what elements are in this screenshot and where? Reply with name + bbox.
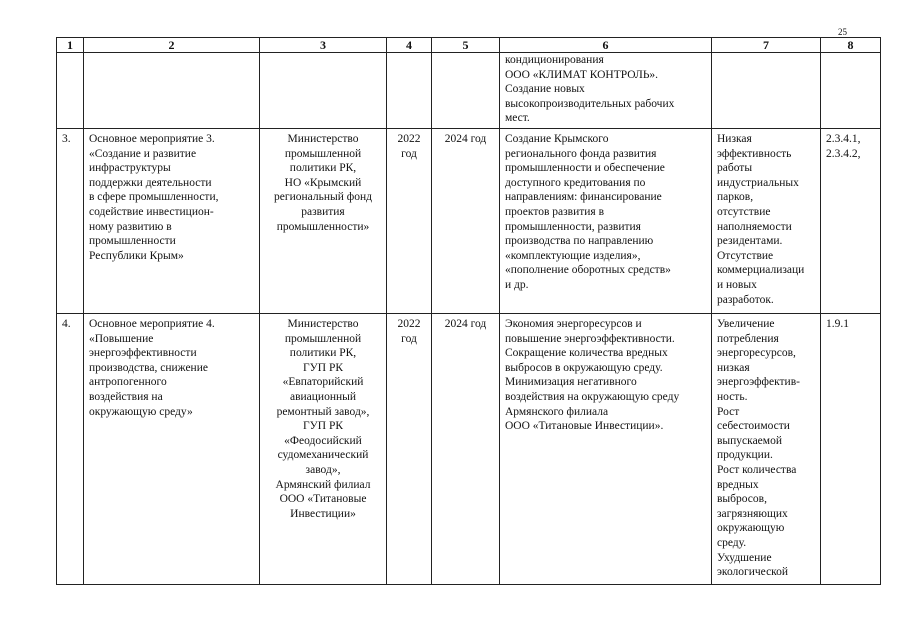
measure-name [84,53,260,129]
table-row-continuation [57,53,881,129]
row-number [57,53,84,129]
measure-name: Основное мероприятие 4. «Повышение энергоэффективности производства, снижение антропогенного воздействия на окружающую среду» [84,314,260,585]
expected-result: Экономия энергоресурсов и повышение энергоэффективности. Сокращение количества вредных выбросов в окружающую среду. Минимизация негативного воздействия на окружающую среду Армянского филиала ООО «Титановые Инвестиции». [500,314,712,585]
row-number: 4. [57,314,84,585]
end-year: 2024 год [432,314,500,585]
header-col-7: 7 [712,38,821,53]
header-row [57,38,881,53]
row-number: 3. [57,129,84,314]
program-table [56,37,881,585]
measure-name: Основное мероприятие 3. «Создание и развитие инфраструктуры поддержки деятельности в сфере промышленности, содействие инвестицион- ному развитию в промышленности Республики Крым» [84,129,260,314]
indicators [821,53,881,129]
page-number: 25 [838,27,847,37]
expected-result: кондиционирования ООО «КЛИМАТ КОНТРОЛЬ». Создание новых высокопроизводительных рабочих мест. [500,53,712,129]
indicators: 1.9.1 [821,314,881,585]
header-col-6: 6 [500,38,712,53]
expected-result: Создание Крымского регионального фонда развития промышленности и обеспечение доступного кредитования по направлениям: финансирование проектов развития в промышленности, развития производства по направлению «комплектующие изделия», «пополнение оборотных средств» и др. [500,129,712,314]
consequences: Низкая эффективность работы индустриальных парков, отсутствие наполняемости резидентами. Отсутствие коммерциализаци и новых разработок. [712,129,821,314]
end-year [432,53,500,129]
header-col-1: 1 [57,38,84,53]
header-col-4: 4 [387,38,432,53]
header-col-8: 8 [821,38,881,53]
start-year [387,53,432,129]
start-year: 2022 год [387,314,432,585]
executor: Министерство промышленной политики РК, ГУП РК «Евпаторийский авиационный ремонтный завод», ГУП РК «Феодосийский судомеханический завод», Армянский филиал ООО «Титановые Инвестиции» [260,314,387,585]
header-col-2: 2 [84,38,260,53]
executor [260,53,387,129]
executor: Министерство промышленной политики РК, НО «Крымский региональный фонд развития промышленности» [260,129,387,314]
table-row-3 [57,129,881,314]
indicators: 2.3.4.1, 2.3.4.2, [821,129,881,314]
table-row-4 [57,314,881,585]
consequences: Увеличение потребления энергоресурсов, низкая энергоэффектив- ность. Рост себестоимости выпускаемой продукции. Рост количества вредных выбросов, загрязняющих окружающую среду. Ухудшение экологической [712,314,821,585]
header-col-5: 5 [432,38,500,53]
end-year: 2024 год [432,129,500,314]
start-year: 2022 год [387,129,432,314]
header-col-3: 3 [260,38,387,53]
consequences [712,53,821,129]
